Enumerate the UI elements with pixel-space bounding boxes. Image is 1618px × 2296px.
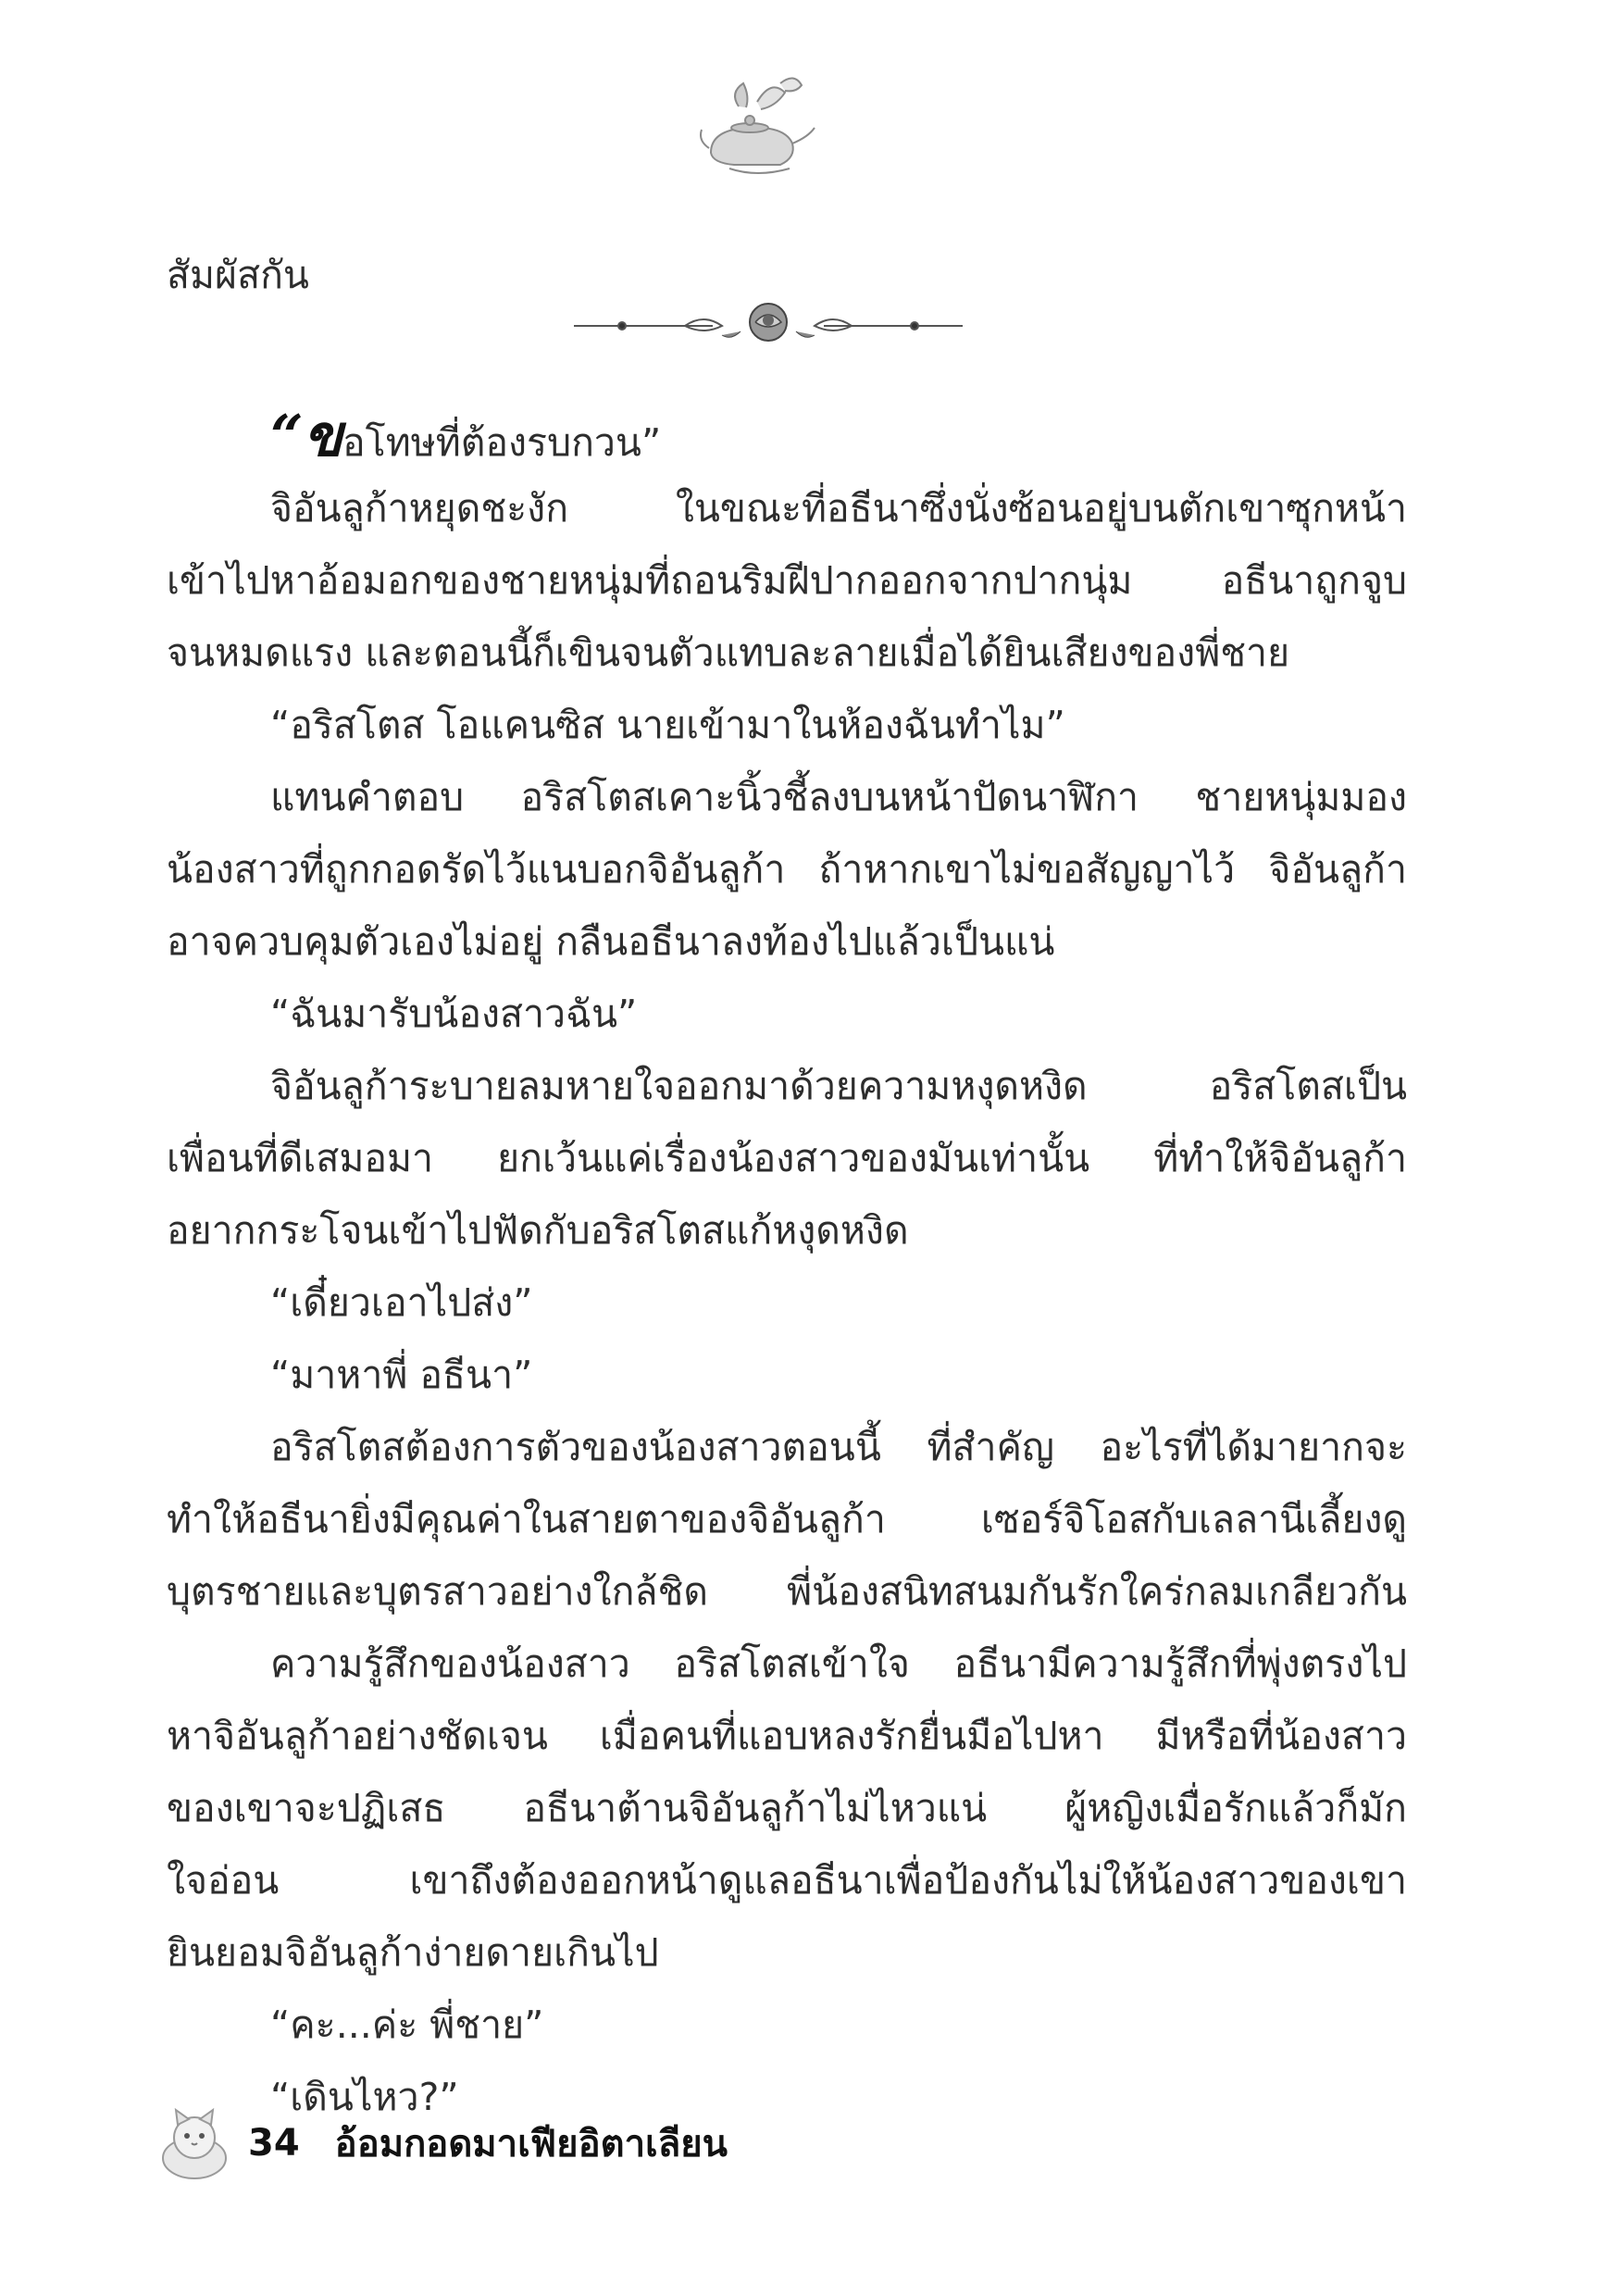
paragraph-line: ทำให้อธีนายิ่งมีคุณค่าในสายตาของจิอันลูก้า เซอร์จิโอสกับเลลานีเลี้ยงดู (167, 1497, 1407, 1541)
paragraph-line: “มาหาพี่ อธีนา” (270, 1353, 533, 1397)
paragraph-line: “อริสโตส โอแคนซิส นายเข้ามาในห้องฉันทำไม” (270, 703, 1065, 747)
paragraph-line: “เดี๋ยวเอาไปส่ง” (270, 1280, 533, 1325)
paragraph-line: “ขอโทษที่ต้องรบกวน” (270, 402, 662, 469)
paragraph-line: ยินยอมจิอันลูก้าง่ายดายเกินไป (167, 1930, 659, 1975)
teapot-cupid-ornament-icon (692, 56, 822, 185)
paragraph-line: จนหมดแรง และตอนนี้ก็เขินจนตัวแทบละลายเมื่อได้ยินเสียงของพี่ชาย (167, 630, 1290, 675)
white-cat-icon (157, 2106, 235, 2180)
page-footer (157, 2102, 728, 2185)
paragraph-line: จิอันลูก้าหยุดชะงัก ในขณะที่อธีนาซึ่งนั่งซ้อนอยู่บนตักเขาซุกหน้า (270, 486, 1407, 530)
page-number: 34 (248, 2122, 300, 2165)
paragraph-line: เพื่อนที่ดีเสมอมา ยกเว้นแค่เรื่องน้องสาวของมันเท่านั้น ที่ทำให้จิอันลูก้า (167, 1136, 1407, 1180)
paragraph-line: “เดินไหว?” (270, 2075, 459, 2119)
paragraph-line: เข้าไปหาอ้อมอกของชายหนุ่มที่ถอนริมฝีปากออกจากปากนุ่ม อธีนาถูกจูบ (167, 558, 1407, 603)
paragraph-line: อยากกระโจนเข้าไปฟัดกับอริสโตสแก้หงุดหงิด (167, 1208, 909, 1253)
paragraph-line: บุตรชายและบุตรสาวอย่างใกล้ชิด พี่น้องสนิทสนมกันรักใคร่กลมเกลียวกัน (167, 1569, 1407, 1614)
paragraph-line: ใจอ่อน เขาถึงต้องออกหน้าดูแลอธีนาเพื่อป้องกันไม่ให้น้องสาวของเขา (167, 1858, 1407, 1903)
paragraph-line: ความรู้สึกของน้องสาว อริสโตสเข้าใจ อธีนามีความรู้สึกที่พุ่งตรงไป (270, 1641, 1407, 1686)
paragraph-line: “ฉันมารับน้องสาวฉัน” (270, 992, 638, 1036)
running-title: อ้อมกอดมาเฟียอิตาเลียน (334, 2123, 728, 2165)
paragraph-line: อริสโตสต้องการตัวของน้องสาวตอนนี้ ที่สำคัญ อะไรที่ได้มายากจะ (270, 1425, 1407, 1469)
paragraph-line: ของเขาจะปฏิเสธ อธีนาต้านจิอันลูก้าไม่ไหวแน่ ผู้หญิงเมื่อรักแล้วก็มัก (167, 1786, 1407, 1830)
paragraph-line: จิอันลูก้าระบายลมหายใจออกมาด้วยความหงุดหงิด อริสโตสเป็น (270, 1064, 1407, 1108)
paragraph-line: หาจิอันลูก้าอย่างชัดเจน เมื่อคนที่แอบหลงรักยื่นมือไปหา มีหรือที่น้องสาว (167, 1714, 1407, 1758)
paragraph-line: “คะ...ค่ะ พี่ชาย” (270, 2003, 544, 2047)
paragraph-line: อาจควบคุมตัวเองไม่อยู่ กลืนอธีนาลงท้องไปแล้วเป็นแน่ (167, 919, 1055, 964)
chapter-body (167, 239, 1407, 2133)
paragraph-line: แทนคำตอบ อริสโตสเคาะนิ้วชี้ลงบนหน้าปัดนาฬิกา ชายหนุ่มมอง (270, 775, 1407, 819)
paragraph-line: น้องสาวที่ถูกกอดรัดไว้แนบอกจิอันลูก้า ถ้าหากเขาไม่ขอสัญญาไว้ จิอันลูก้า (167, 847, 1407, 892)
drop-cap: “ข (270, 402, 343, 469)
carry-over-line: สัมผัสกัน (167, 253, 309, 297)
